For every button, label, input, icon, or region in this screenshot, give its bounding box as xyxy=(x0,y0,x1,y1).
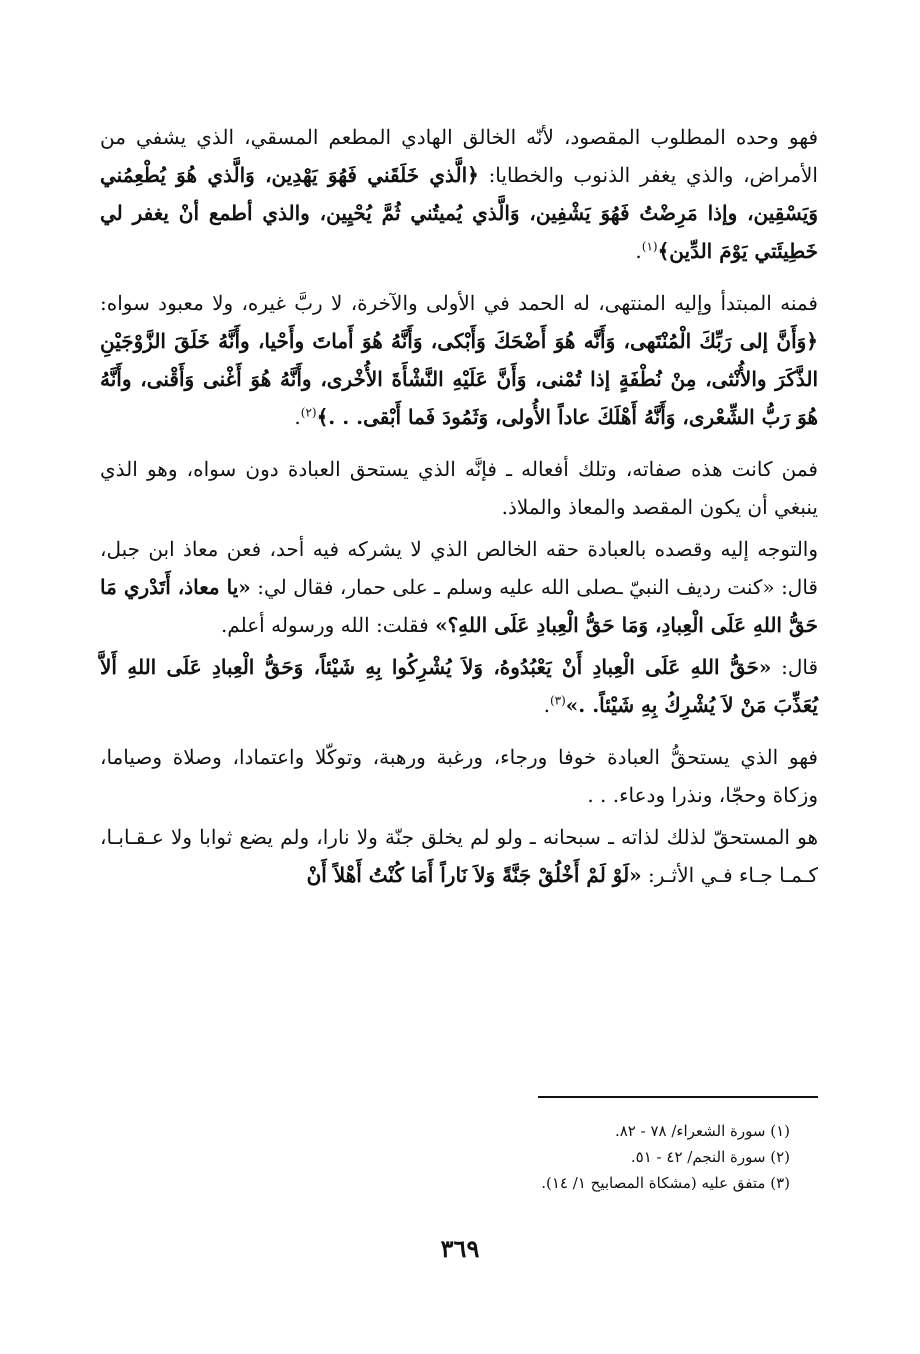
paragraph-4-text: والتوجه إليه وقصده بالعبادة حقه الخالص الذي لا يشركه فيه أحد، فعن معاذ ابن جبل، قال: «كنت رديف النبيّ ـصلى الله عليه وسلم ـ على حمار، فقال لي: xyxy=(100,537,818,599)
paragraph-1 xyxy=(100,118,818,270)
footnotes xyxy=(290,1118,790,1196)
hadith-answer: «حَقُّ اللهِ عَلَى الْعِبادِ أَنْ يَعْبُدُوهُ، وَلاَ يُشْرِكُوا بِهِ شَيْئاً، وَحَقُّ الْعِبادِ عَلَى اللهِ أَلاَّ يُعَذِّبَ مَنْ لاَ يُشْرِكُ بِهِ شَيْئاً. .» xyxy=(100,655,818,717)
paragraph-1-text: فهو وحده المطلوب المقصود، لأنّه الخالق الهادي المطعم المسقي، الذي يشفي من الأمراض، والذي يغفر الذنوب والخطايا: xyxy=(100,125,818,187)
paragraph-3: فمن كانت هذه صفاته، وتلك أفعاله ـ فإنَّه الذي يستحق العبادة دون سواه، وهو الذي ينبغي أن يكون المقصد والمعاذ والملاذ. xyxy=(100,457,818,519)
paragraph-5 xyxy=(100,648,818,724)
page-body xyxy=(100,118,818,894)
hadith-question: «يا معاذ، أَتَدْري مَا حَقُّ اللهِ عَلَى الْعِبادِ، وَمَا حَقُّ الْعِبادِ عَلَى اللهِ؟» xyxy=(100,575,818,637)
footnote-2: (٢) سورة النجم/ ٤٢ - ٥١. xyxy=(630,1148,790,1166)
page-number: ٣٦٩ xyxy=(440,1234,480,1263)
paragraph-4-after: فقلت: الله ورسوله أعلم. xyxy=(220,613,436,637)
footnote-ref-2[interactable]: (٢) xyxy=(300,405,317,420)
paragraph-7 xyxy=(100,818,818,894)
paragraph-7-text: هو المستحقّ لذلك لذاته ـ سبحانه ـ ولو لم يخلق جنّة ولا نارا، ولم يضع ثوابا ولا عـقـابـا، كـمـا جـاء فـي الأثـر: xyxy=(100,825,818,887)
paragraph-2 xyxy=(100,284,818,436)
paragraph-5-end: . xyxy=(543,693,550,717)
footnote-3: (٣) متفق عليه (مشكاة المصابيح ١/ ١٤). xyxy=(541,1174,790,1192)
athar-quote: «لَوْ لَمْ أَخْلُقْ جَنَّةً وَلاَ نَاراً أَمَا كُنْتُ أَهْلاً أَنْ xyxy=(306,863,642,887)
footnote-ref-3[interactable]: (٣) xyxy=(549,693,566,708)
paragraph-1-end: . xyxy=(635,239,642,263)
footnote-ref-1[interactable]: (١) xyxy=(641,239,658,254)
quran-quote-annajm: ﴿وَأَنَّ إلى رَبِّكَ الْمُنْتَهى، وَأَنَّه هُوَ أَضْحَكَ وَأَبْكى، وَأَنَّهُ هُوَ أَماتَ وأَحْيا، وأَنَّهُ خَلَقَ الزَّوْجَيْنِ الذَّكَرَ والأُنْثى، مِنْ نُطْفَةٍ إذا تُمْنى، وَأَنَّ عَلَيْهِ النَّشْأَةَ الأُخْرى، وأَنَّهُ هُوَ أَغْنى وَأَقْنى، وأَنَّهُ هُوَ رَبُّ الشِّعْرى، وَأَنَّهُ أَهْلَكَ عاداً الأُولى، وَثَمُودَ فَما أَبْقى. . .﴾ xyxy=(100,329,818,429)
footnote-1: (١) سورة الشعراء/ ٧٨ - ٨٢. xyxy=(614,1122,790,1140)
paragraph-2-text: فمنه المبتدأ وإليه المنتهى، له الحمد في الأولى والآخرة، لا ربَّ غيره، ولا معبود سواه: xyxy=(100,291,818,315)
footnote-divider xyxy=(538,1096,818,1098)
paragraph-6: فهو الذي يستحقُّ العبادة خوفا ورجاء، ورغبة ورهبة، وتوكّلا واعتمادا، وصلاة وصياما، وزكاة وحجّا، ونذرا ودعاء. . . xyxy=(100,745,818,807)
paragraph-2-end: . xyxy=(294,405,301,429)
paragraph-5-text: قال: xyxy=(771,655,819,679)
paragraph-4 xyxy=(100,530,818,644)
quran-quote-ashshuara: ﴿الَّذي خَلَقَني فَهُوَ يَهْدِين، وَالَّذي هُوَ يُطْعِمُني وَيَسْقِين، وإذا مَرِضْتُ فَهُوَ يَشْفِين، وَالَّذي يُميتُني ثُمَّ يُحْيِين، والذي أطمع أنْ يغفر لي خَطِيئَتي يَوْمَ الدِّين﴾ xyxy=(100,163,818,263)
